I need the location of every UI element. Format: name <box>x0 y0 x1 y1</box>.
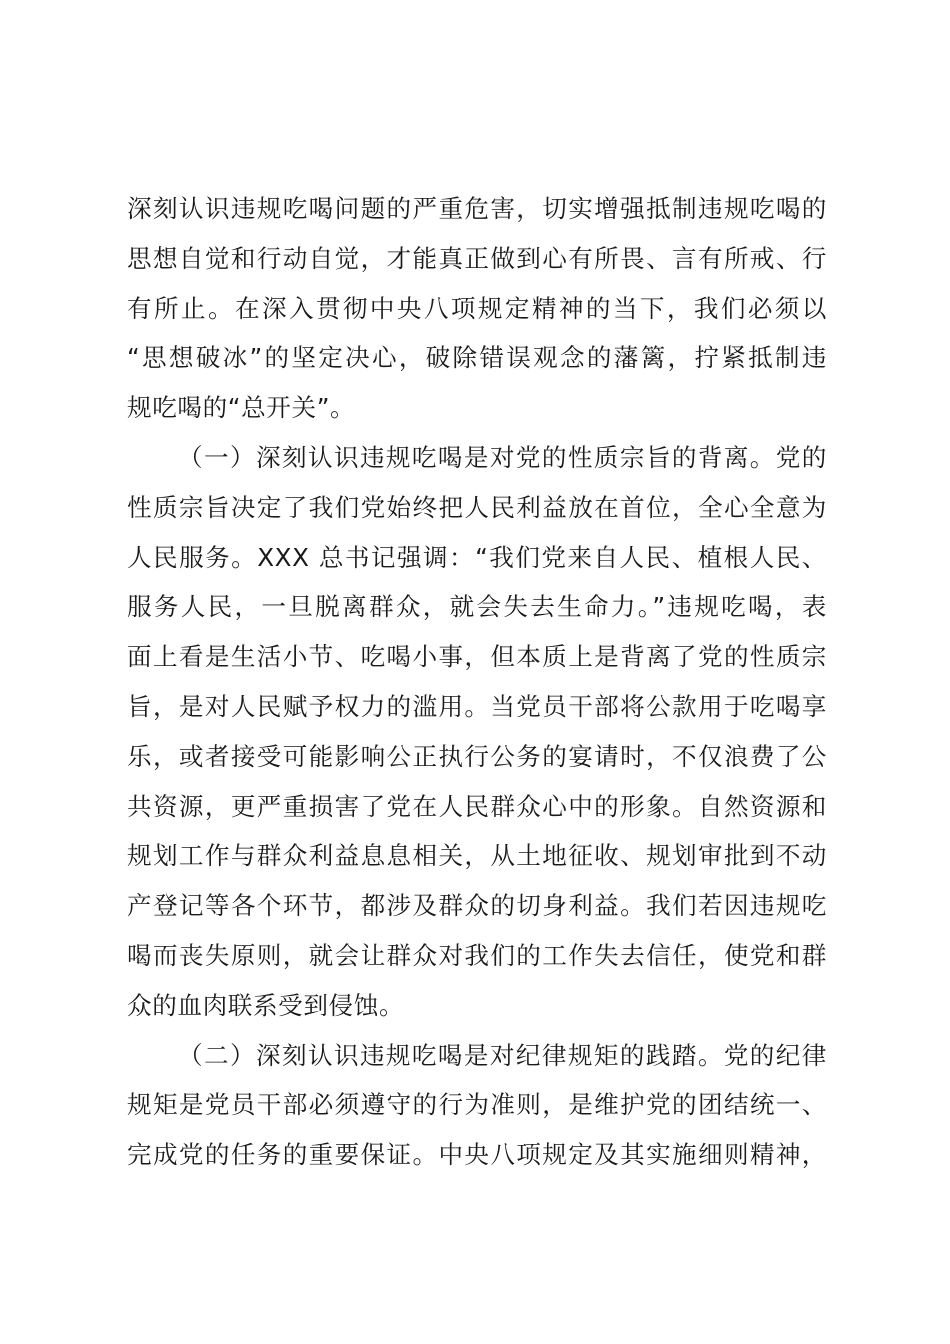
text-line: 共资源，更严重损害了党在人民群众心中的形象。自然资源和 <box>127 791 827 821</box>
paragraph-section-one <box>127 433 827 1031</box>
text-line: “思想破冰”的坚定决心，破除错误观念的藩篱，拧紧抵制违 <box>127 343 827 373</box>
text-line: 产登记等各个环节，都涉及群众的切身利益。我们若因违规吃 <box>127 891 827 921</box>
section-heading-line: （一）深刻认识违规吃喝是对党的性质宗旨的背离。党的 <box>178 442 827 472</box>
section-heading-line: （二）深刻认识违规吃喝是对纪律规矩的践踏。党的纪律 <box>178 1040 827 1070</box>
text-line: 规矩是党员干部必须遵守的行为准则，是维护党的团结统一、 <box>127 1090 827 1120</box>
text-line: 面上看是生活小节、吃喝小事，但本质上是背离了党的性质宗 <box>127 642 827 672</box>
text-line: 乐，或者接受可能影响公正执行公务的宴请时，不仅浪费了公 <box>127 741 827 771</box>
text-line: 众的血肉联系受到侵蚀。 <box>127 990 405 1020</box>
text-line: 服务人民，一旦脱离群众，就会失去生命力。”违规吃喝，表 <box>127 592 827 622</box>
text-line: 规吃喝的“总开关”。 <box>127 393 356 423</box>
document-body <box>127 184 827 1180</box>
text-line: 喝而丧失原则，就会让群众对我们的工作失去信任，使党和群 <box>127 940 827 970</box>
text-line: 完成党的任务的重要保证。中央八项规定及其实施细则精神， <box>127 1140 827 1170</box>
text-line: 深刻认识违规吃喝问题的严重危害，切实增强抵制违规吃喝的 <box>127 194 827 223</box>
text-line: 规划工作与群众利益息息相关，从土地征收、规划审批到不动 <box>127 841 827 871</box>
text-line: 思想自觉和行动自觉，才能真正做到心有所畏、言有所戒、行 <box>127 243 827 273</box>
paragraph-intro <box>127 184 827 433</box>
text-line: 人民服务。XXX 总书记强调：“我们党来自人民、植根人民、 <box>127 542 827 572</box>
text-line: 旨，是对人民赋予权力的滥用。当党员干部将公款用于吃喝享 <box>127 691 827 721</box>
paragraph-section-two <box>127 1031 827 1180</box>
text-line: 有所止。在深入贯彻中央八项规定精神的当下，我们必须以 <box>127 293 827 323</box>
text-line: 性质宗旨决定了我们党始终把人民利益放在首位，全心全意为 <box>127 492 827 522</box>
